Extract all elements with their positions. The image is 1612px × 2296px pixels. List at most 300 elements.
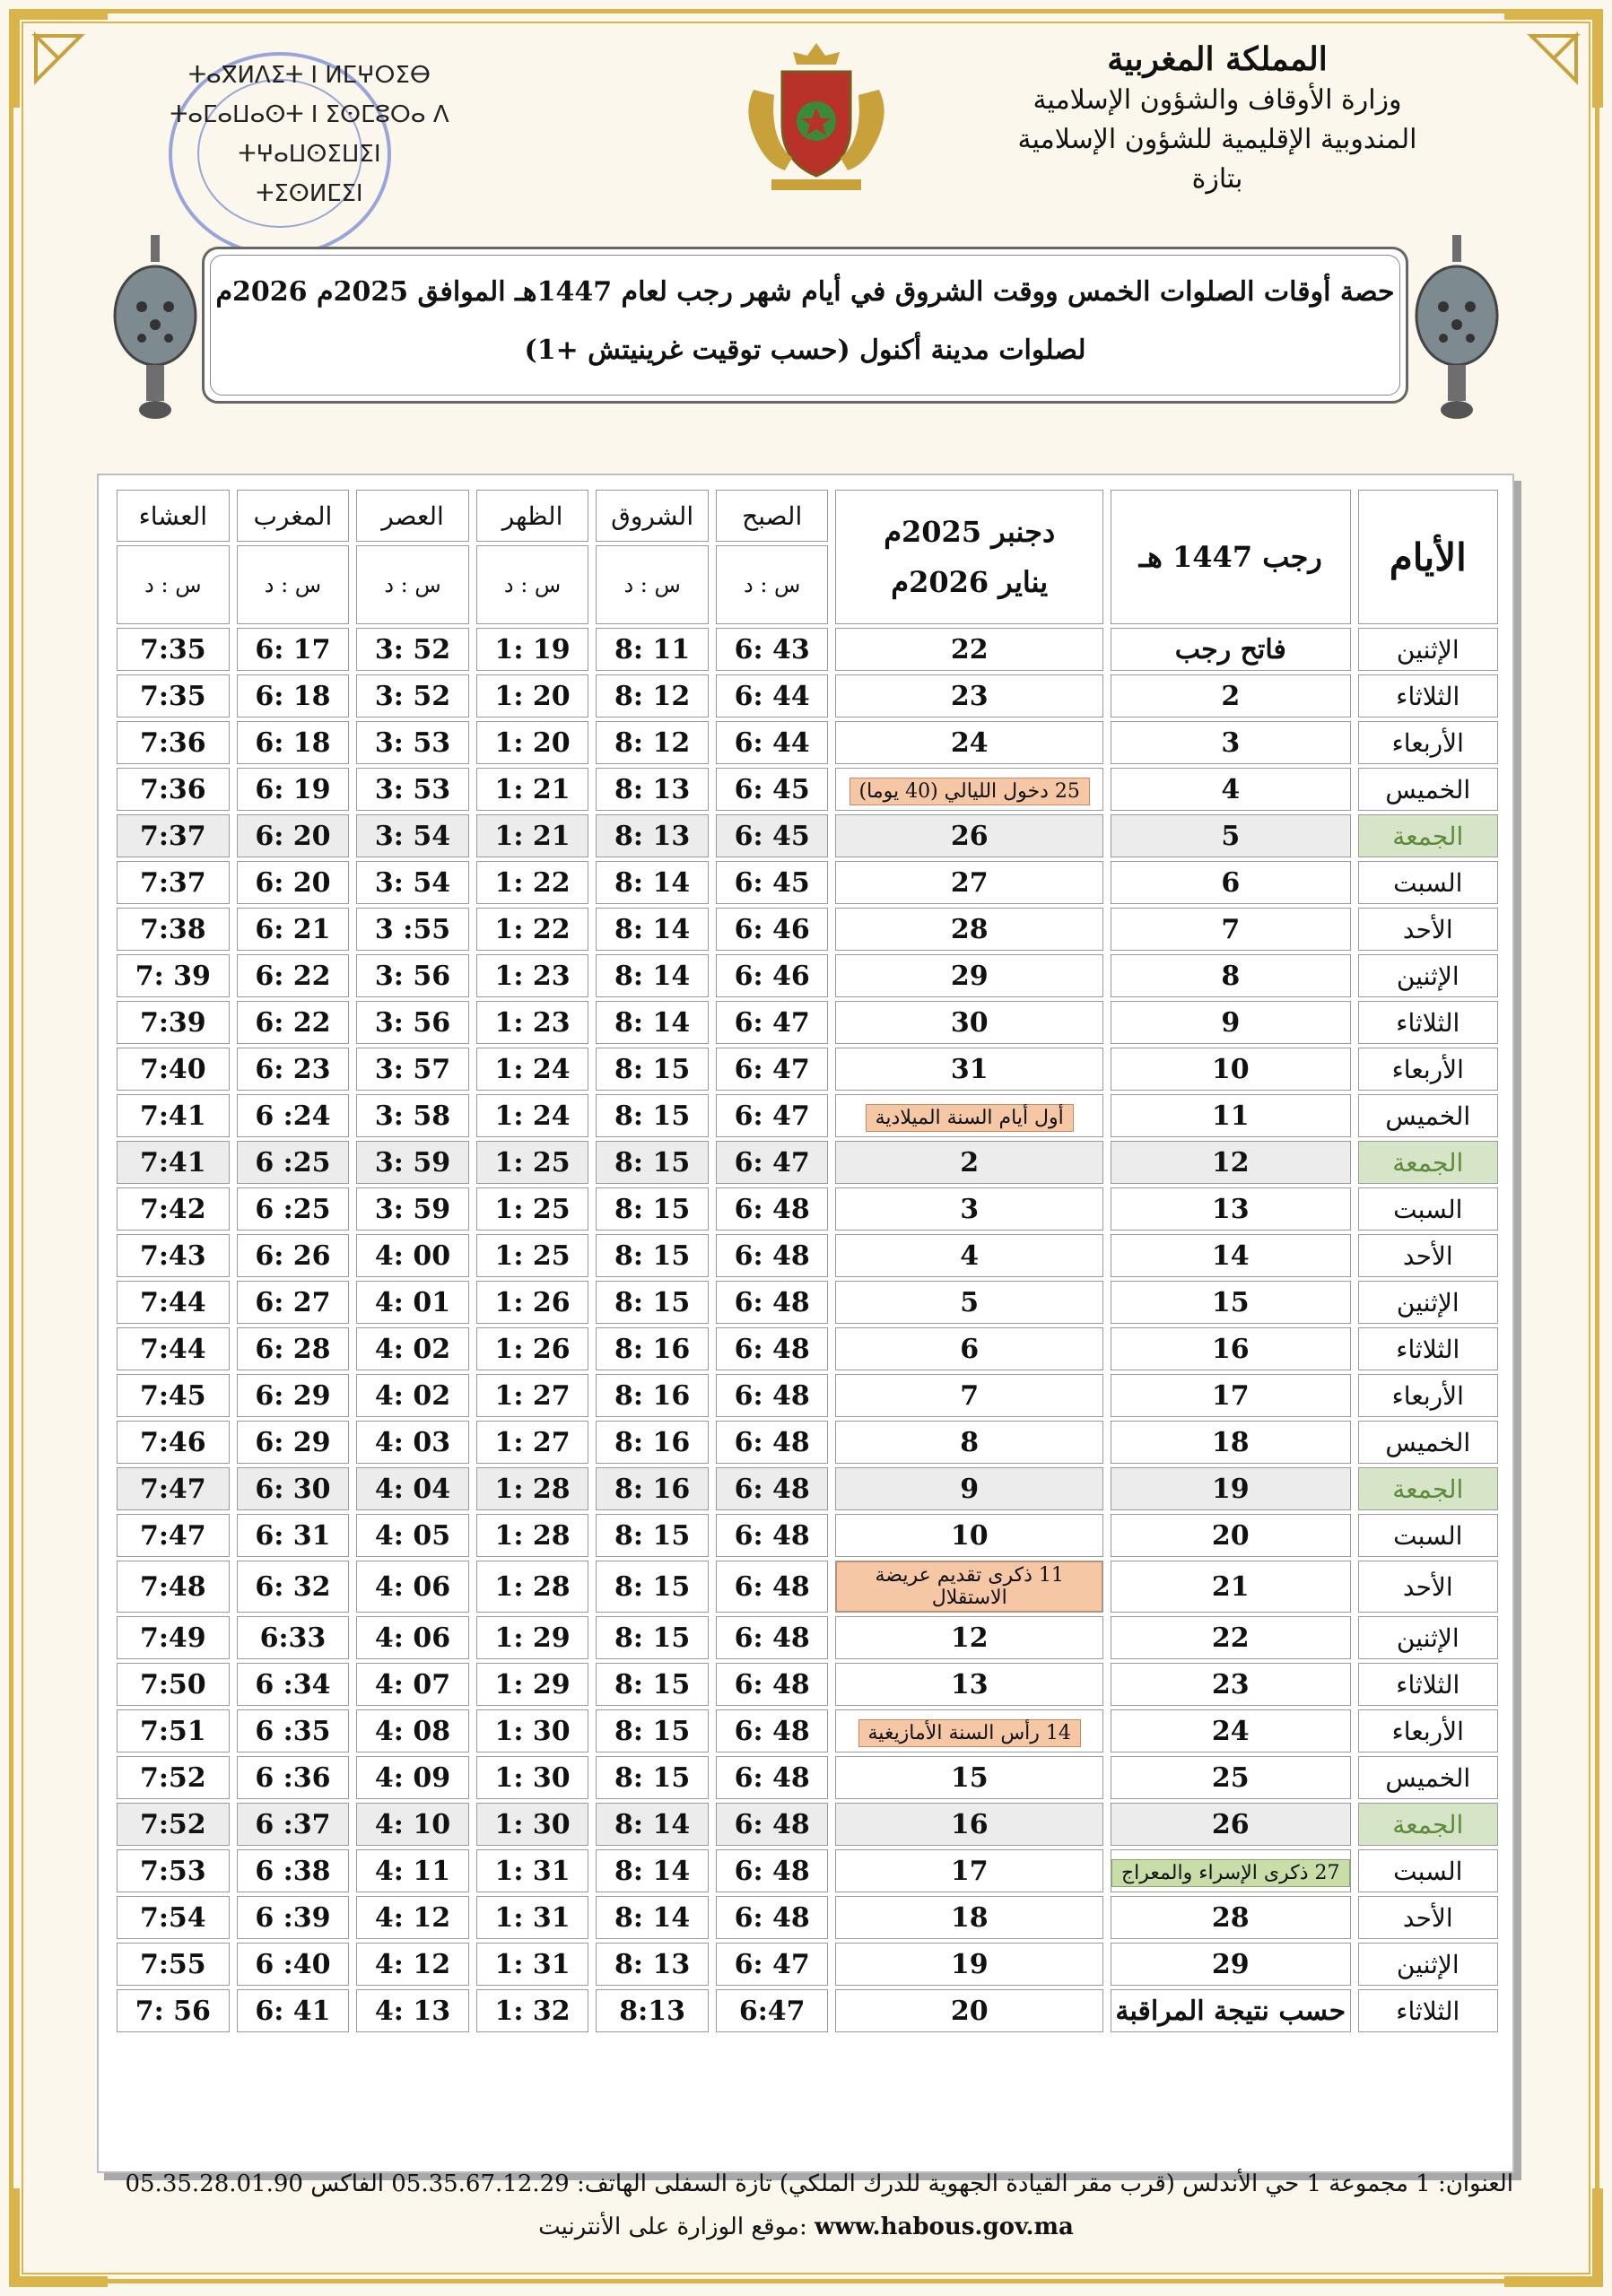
shuruq-time-cell: 8: 14: [596, 1803, 709, 1846]
header-fajr: الصبح: [716, 490, 829, 542]
maghrib-time-cell: 6: 29: [237, 1374, 350, 1417]
header-unit: س : د: [356, 545, 469, 624]
occasion-note: 14 رأس السنة الأمازيغية: [858, 1719, 1081, 1747]
hijri-date-cell: 13: [1111, 1187, 1351, 1231]
shuruq-time-cell: 8: 15: [596, 1561, 709, 1613]
asr-time-cell: 3: 52: [356, 628, 469, 671]
asr-time-cell: 4: 01: [356, 1281, 469, 1324]
gregorian-date-cell: 3: [835, 1187, 1102, 1231]
gregorian-date-cell: 10: [835, 1514, 1102, 1557]
occasion-note: 25 دخول الليالي (40 يوما): [850, 778, 1090, 805]
maghrib-time-cell: 6: 21: [237, 908, 350, 951]
isha-time-cell: 7:54: [117, 1896, 230, 1939]
maghrib-time-cell: 6 :38: [237, 1849, 350, 1892]
fajr-time-cell: 6: 44: [716, 674, 829, 718]
day-cell: الأربعاء: [1358, 721, 1498, 764]
day-cell: الثلاثاء: [1358, 1989, 1498, 2032]
maghrib-time-cell: 6 :40: [237, 1943, 350, 1986]
hijri-date-cell: 8: [1111, 954, 1351, 997]
asr-time-cell: 4: 05: [356, 1514, 469, 1557]
header-dhuhr: الظهر: [476, 490, 589, 542]
dhuhr-time-cell: 1: 32: [476, 1989, 589, 2032]
isha-time-cell: 7:37: [117, 861, 230, 904]
fajr-time-cell: 6: 47: [716, 1141, 829, 1184]
day-cell: الخميس: [1358, 768, 1498, 811]
dhuhr-time-cell: 1: 23: [476, 1001, 589, 1044]
dhuhr-time-cell: 1: 29: [476, 1663, 589, 1706]
page-subtitle: لصلوات مدينة أكنول (حسب توقيت غرينيتش +1): [524, 335, 1086, 366]
fajr-time-cell: 6: 45: [716, 861, 829, 904]
isha-time-cell: 7:50: [117, 1663, 230, 1706]
asr-time-cell: 4: 03: [356, 1421, 469, 1464]
prayer-times-table: [109, 486, 1505, 2036]
day-cell: الثلاثاء: [1358, 1663, 1498, 1706]
dhuhr-time-cell: 1: 27: [476, 1374, 589, 1417]
maghrib-time-cell: 6 :25: [237, 1141, 350, 1184]
hijri-date-cell: 16: [1111, 1327, 1351, 1370]
isha-time-cell: 7: 56: [117, 1989, 230, 2032]
asr-time-cell: 4: 07: [356, 1663, 469, 1706]
table-row: [117, 1989, 1498, 2032]
table-row: [117, 1374, 1498, 1417]
header-asr: العصر: [356, 490, 469, 542]
dhuhr-time-cell: 1: 20: [476, 674, 589, 718]
isha-time-cell: 7:43: [117, 1234, 230, 1277]
hijri-date-cell: 9: [1111, 1001, 1351, 1044]
fajr-time-cell: 6: 48: [716, 1374, 829, 1417]
dhuhr-time-cell: 1: 26: [476, 1327, 589, 1370]
gregorian-date-cell: [835, 1561, 1102, 1613]
fajr-time-cell: 6: 43: [716, 628, 829, 671]
hijri-date-cell: 24: [1111, 1709, 1351, 1752]
dhuhr-time-cell: 1: 25: [476, 1141, 589, 1184]
isha-time-cell: 7:42: [117, 1187, 230, 1231]
header-maghrib: المغرب: [237, 490, 350, 542]
table-row: [117, 1187, 1498, 1231]
fajr-time-cell: 6: 48: [716, 1663, 829, 1706]
dhuhr-time-cell: 1: 22: [476, 861, 589, 904]
day-cell: السبت: [1358, 861, 1498, 904]
asr-time-cell: 3: 52: [356, 674, 469, 718]
isha-time-cell: 7:44: [117, 1281, 230, 1324]
corner-ornament-icon: [9, 9, 108, 108]
gregorian-date-cell: 23: [835, 674, 1102, 718]
day-cell: السبت: [1358, 1187, 1498, 1231]
day-cell: الثلاثاء: [1358, 1001, 1498, 1044]
fajr-time-cell: 6: 48: [716, 1616, 829, 1659]
asr-time-cell: 3: 58: [356, 1094, 469, 1137]
asr-time-cell: 3: 53: [356, 721, 469, 764]
header-tifinagh: ⵜⴰⴳⵍⴷⵉⵜ ⵏ ⵍⵎⵖⵔⵉⴱ ⵜⴰⵎⴰⵡⴰⵙⵜ ⵏ ⵉⵙⵎⵓⵔⴰ ⴷ ⵜⵖⴰⵡⵙⵉⵡⵉⵏ ⵜⵉⵙⵍⵎⵉⵏ: [170, 62, 449, 207]
asr-time-cell: 4: 02: [356, 1327, 469, 1370]
dhuhr-time-cell: 1: 24: [476, 1048, 589, 1091]
header-unit: س : د: [596, 545, 709, 624]
dhuhr-time-cell: 1: 24: [476, 1094, 589, 1137]
asr-time-cell: 3: 53: [356, 768, 469, 811]
header-unit: س : د: [476, 545, 589, 624]
gregorian-date-cell: 7: [835, 1374, 1102, 1417]
day-cell: الثلاثاء: [1358, 1327, 1498, 1370]
gregorian-date-cell: 22: [835, 628, 1102, 671]
dhuhr-time-cell: 1: 28: [476, 1561, 589, 1613]
hijri-date-cell: فاتح رجب: [1111, 628, 1351, 671]
shuruq-time-cell: 8: 13: [596, 1943, 709, 1986]
dhuhr-time-cell: 1: 31: [476, 1849, 589, 1892]
table-row: [117, 628, 1498, 671]
hijri-date-cell: 20: [1111, 1514, 1351, 1557]
maghrib-time-cell: 6: 27: [237, 1281, 350, 1324]
shuruq-time-cell: 8: 15: [596, 1141, 709, 1184]
hijri-date-cell: 2: [1111, 674, 1351, 718]
shuruq-time-cell: 8: 16: [596, 1327, 709, 1370]
fajr-time-cell: 6: 48: [716, 1467, 829, 1510]
table-row: [117, 1663, 1498, 1706]
hijri-date-cell: 12: [1111, 1141, 1351, 1184]
day-cell: الأربعاء: [1358, 1374, 1498, 1417]
hijri-date-cell: 6: [1111, 861, 1351, 904]
shuruq-time-cell: 8: 14: [596, 1896, 709, 1939]
asr-time-cell: 4: 11: [356, 1849, 469, 1892]
shuruq-time-cell: 8: 14: [596, 1849, 709, 1892]
maghrib-time-cell: 6: 32: [237, 1561, 350, 1613]
fajr-time-cell: 6: 48: [716, 1896, 829, 1939]
fajr-time-cell: 6: 47: [716, 1001, 829, 1044]
occasion-note: 27 ذكرى الإسراء والمعراج: [1111, 1859, 1350, 1887]
isha-time-cell: 7:37: [117, 814, 230, 857]
table-row: [117, 1756, 1498, 1799]
website-label: موقع الوزارة على الأنترنيت:: [538, 2213, 807, 2240]
maghrib-time-cell: 6: 22: [237, 954, 350, 997]
table-row: [117, 1281, 1498, 1324]
table-row: [117, 1094, 1498, 1137]
fajr-time-cell: 6:47: [716, 1989, 829, 2032]
shuruq-time-cell: 8: 15: [596, 1616, 709, 1659]
fajr-time-cell: 6: 48: [716, 1187, 829, 1231]
header-unit: س : د: [117, 545, 230, 624]
hijri-date-cell: 15: [1111, 1281, 1351, 1324]
isha-time-cell: 7:47: [117, 1514, 230, 1557]
hijri-date-cell: حسب نتيجة المراقبة: [1111, 1989, 1351, 2032]
shuruq-time-cell: 8: 15: [596, 1514, 709, 1557]
maghrib-time-cell: 6: 41: [237, 1989, 350, 2032]
hijri-date-cell: 19: [1111, 1467, 1351, 1510]
dhuhr-time-cell: 1: 19: [476, 628, 589, 671]
gregorian-date-cell: 28: [835, 908, 1102, 951]
isha-time-cell: 7:36: [117, 768, 230, 811]
fajr-time-cell: 6: 47: [716, 1048, 829, 1091]
prayer-times-table-container: [97, 474, 1514, 2173]
dhuhr-time-cell: 1: 31: [476, 1943, 589, 1986]
day-cell: الأحد: [1358, 1896, 1498, 1939]
table-row: [117, 1896, 1498, 1939]
gregorian-date-cell: 17: [835, 1849, 1102, 1892]
shuruq-time-cell: 8: 16: [596, 1374, 709, 1417]
fajr-time-cell: 6: 44: [716, 721, 829, 764]
gregorian-date-cell: 27: [835, 861, 1102, 904]
isha-time-cell: 7:35: [117, 674, 230, 718]
dhuhr-time-cell: 1: 22: [476, 908, 589, 951]
fajr-time-cell: 6: 48: [716, 1756, 829, 1799]
shuruq-time-cell: 8: 15: [596, 1756, 709, 1799]
dhuhr-time-cell: 1: 28: [476, 1514, 589, 1557]
page-title: حصة أوقات الصلوات الخمس ووقت الشروق في أيام شهر رجب لعام 1447هـ الموافق 2025م 2026م: [215, 276, 1395, 308]
isha-time-cell: 7:41: [117, 1141, 230, 1184]
maghrib-time-cell: 6: 18: [237, 721, 350, 764]
asr-time-cell: 3: 56: [356, 1001, 469, 1044]
maghrib-time-cell: 6: 30: [237, 1467, 350, 1510]
hijri-date-cell: 28: [1111, 1896, 1351, 1939]
gregorian-date-cell: [835, 1094, 1102, 1137]
isha-time-cell: 7:53: [117, 1849, 230, 1892]
asr-time-cell: 4: 04: [356, 1467, 469, 1510]
shuruq-time-cell: 8: 14: [596, 954, 709, 997]
dhuhr-time-cell: 1: 30: [476, 1756, 589, 1799]
ministry-name: وزارة الأوقاف والشؤون الإسلامية: [1033, 84, 1402, 116]
maghrib-time-cell: 6:33: [237, 1616, 350, 1659]
maghrib-time-cell: 6: 18: [237, 674, 350, 718]
gregorian-date-cell: 20: [835, 1989, 1102, 2032]
table-row: [117, 1001, 1498, 1044]
shuruq-time-cell: 8: 13: [596, 768, 709, 811]
day-cell: الخميس: [1358, 1094, 1498, 1137]
asr-time-cell: 4: 02: [356, 1374, 469, 1417]
asr-time-cell: 3: 54: [356, 861, 469, 904]
fajr-time-cell: 6: 48: [716, 1803, 829, 1846]
asr-time-cell: 3: 54: [356, 814, 469, 857]
dhuhr-time-cell: 1: 26: [476, 1281, 589, 1324]
header-unit: س : د: [716, 545, 829, 624]
shuruq-time-cell: 8: 12: [596, 721, 709, 764]
maghrib-time-cell: 6 :35: [237, 1709, 350, 1752]
isha-time-cell: 7:48: [117, 1561, 230, 1613]
corner-ornament-icon: [1504, 9, 1603, 108]
day-cell: الخميس: [1358, 1421, 1498, 1464]
isha-time-cell: 7:49: [117, 1616, 230, 1659]
shuruq-time-cell: 8: 15: [596, 1094, 709, 1137]
table-row: [117, 1709, 1498, 1752]
table-row: [117, 1327, 1498, 1370]
hijri-date-cell: 26: [1111, 1803, 1351, 1846]
isha-time-cell: 7:52: [117, 1756, 230, 1799]
day-cell: الإثنين: [1358, 1616, 1498, 1659]
isha-time-cell: 7:38: [117, 908, 230, 951]
city-name: بتازة: [1191, 163, 1243, 195]
gregorian-date-cell: 30: [835, 1001, 1102, 1044]
shuruq-time-cell: 8: 13: [596, 814, 709, 857]
isha-time-cell: 7:55: [117, 1943, 230, 1986]
occasion-note: أول أيام السنة الميلادية: [866, 1104, 1074, 1132]
fajr-time-cell: 6: 45: [716, 814, 829, 857]
hijri-date-cell: 5: [1111, 814, 1351, 857]
day-cell: الأحد: [1358, 1561, 1498, 1613]
day-cell: الإثنين: [1358, 1943, 1498, 1986]
asr-time-cell: 4: 00: [356, 1234, 469, 1277]
fajr-time-cell: 6: 45: [716, 768, 829, 811]
website-link[interactable]: www.habous.gov.ma: [815, 2213, 1074, 2240]
title-box: [202, 247, 1408, 404]
isha-time-cell: 7:46: [117, 1421, 230, 1464]
dhuhr-time-cell: 1: 20: [476, 721, 589, 764]
isha-time-cell: 7:45: [117, 1374, 230, 1417]
shuruq-time-cell: 8:13: [596, 1989, 709, 2032]
coat-of-arms-icon: [727, 36, 906, 197]
gregorian-date-cell: 8: [835, 1421, 1102, 1464]
table-row: [117, 814, 1498, 857]
gregorian-date-cell: 26: [835, 814, 1102, 857]
asr-time-cell: 3 :55: [356, 908, 469, 951]
maghrib-time-cell: 6: 28: [237, 1327, 350, 1370]
maghrib-time-cell: 6 :25: [237, 1187, 350, 1231]
shuruq-time-cell: 8: 15: [596, 1663, 709, 1706]
isha-time-cell: 7: 39: [117, 954, 230, 997]
table-row: [117, 1141, 1498, 1184]
fajr-time-cell: 6: 48: [716, 1514, 829, 1557]
fajr-time-cell: 6: 46: [716, 954, 829, 997]
day-cell: الجمعة: [1358, 1141, 1498, 1184]
gregorian-date-cell: 4: [835, 1234, 1102, 1277]
hijri-date-cell: 10: [1111, 1048, 1351, 1091]
gregorian-date-cell: 16: [835, 1803, 1102, 1846]
day-cell: الجمعة: [1358, 1467, 1498, 1510]
maghrib-time-cell: 6: 19: [237, 768, 350, 811]
shuruq-time-cell: 8: 15: [596, 1187, 709, 1231]
header-unit: س : د: [237, 545, 350, 624]
day-cell: الثلاثاء: [1358, 674, 1498, 718]
day-cell: الخميس: [1358, 1756, 1498, 1799]
fajr-time-cell: 6: 48: [716, 1234, 829, 1277]
day-cell: الإثنين: [1358, 954, 1498, 997]
maghrib-time-cell: 6: 20: [237, 861, 350, 904]
shuruq-time-cell: 8: 11: [596, 628, 709, 671]
maghrib-time-cell: 6 :36: [237, 1756, 350, 1799]
shuruq-time-cell: 8: 15: [596, 1281, 709, 1324]
table-row: [117, 861, 1498, 904]
hijri-date-cell: 4: [1111, 768, 1351, 811]
hijri-date-cell: [1111, 1849, 1351, 1892]
shuruq-time-cell: 8: 14: [596, 1001, 709, 1044]
fajr-time-cell: 6: 48: [716, 1281, 829, 1324]
hijri-date-cell: 3: [1111, 721, 1351, 764]
gregorian-date-cell: 15: [835, 1756, 1102, 1799]
table-row: [117, 954, 1498, 997]
gregorian-date-cell: [835, 1709, 1102, 1752]
table-row: [117, 1421, 1498, 1464]
table-row: [117, 1616, 1498, 1659]
hijri-date-cell: 18: [1111, 1421, 1351, 1464]
gregorian-date-cell: 31: [835, 1048, 1102, 1091]
dhuhr-time-cell: 1: 27: [476, 1421, 589, 1464]
maghrib-time-cell: 6: 26: [237, 1234, 350, 1277]
maghrib-time-cell: 6: 31: [237, 1514, 350, 1557]
day-cell: السبت: [1358, 1849, 1498, 1892]
day-cell: الجمعة: [1358, 814, 1498, 857]
table-row: [117, 674, 1498, 718]
hijri-date-cell: 17: [1111, 1374, 1351, 1417]
asr-time-cell: 4: 06: [356, 1616, 469, 1659]
fajr-time-cell: 6: 47: [716, 1943, 829, 1986]
dhuhr-time-cell: 1: 25: [476, 1187, 589, 1231]
header-isha: العشاء: [117, 490, 230, 542]
gregorian-date-cell: 18: [835, 1896, 1102, 1939]
table-row: [117, 1234, 1498, 1277]
maghrib-time-cell: 6: 22: [237, 1001, 350, 1044]
shuruq-time-cell: 8: 14: [596, 861, 709, 904]
dhuhr-time-cell: 1: 30: [476, 1709, 589, 1752]
fajr-time-cell: 6: 48: [716, 1709, 829, 1752]
shuruq-time-cell: 8: 12: [596, 674, 709, 718]
fajr-time-cell: 6: 46: [716, 908, 829, 951]
gregorian-date-cell: 12: [835, 1616, 1102, 1659]
asr-time-cell: 4: 10: [356, 1803, 469, 1846]
maghrib-time-cell: 6: 17: [237, 628, 350, 671]
day-cell: الإثنين: [1358, 628, 1498, 671]
asr-time-cell: 3: 59: [356, 1187, 469, 1231]
table-body: [117, 628, 1498, 2032]
maghrib-time-cell: 6 :39: [237, 1896, 350, 1939]
isha-time-cell: 7:52: [117, 1803, 230, 1846]
gregorian-date-cell: 29: [835, 954, 1102, 997]
isha-time-cell: 7:51: [117, 1709, 230, 1752]
hijri-date-cell: 14: [1111, 1234, 1351, 1277]
shuruq-time-cell: 8: 16: [596, 1421, 709, 1464]
hijri-date-cell: 23: [1111, 1663, 1351, 1706]
delegation-name: المندوبية الإقليمية للشؤون الإسلامية: [1017, 124, 1417, 155]
day-cell: الأربعاء: [1358, 1048, 1498, 1091]
maghrib-time-cell: 6 :24: [237, 1094, 350, 1137]
gregorian-date-cell: 5: [835, 1281, 1102, 1324]
dhuhr-time-cell: 1: 31: [476, 1896, 589, 1939]
asr-time-cell: 3: 56: [356, 954, 469, 997]
fajr-time-cell: 6: 48: [716, 1421, 829, 1464]
isha-time-cell: 7:44: [117, 1327, 230, 1370]
shuruq-time-cell: 8: 15: [596, 1048, 709, 1091]
day-cell: الأربعاء: [1358, 1709, 1498, 1752]
gregorian-date-cell: [835, 768, 1102, 811]
lantern-icon: [1407, 235, 1506, 423]
hijri-date-cell: 7: [1111, 908, 1351, 951]
shuruq-time-cell: 8: 16: [596, 1467, 709, 1510]
header-shuruq: الشروق: [596, 490, 709, 542]
shuruq-time-cell: 8: 14: [596, 908, 709, 951]
table-row: [117, 908, 1498, 951]
day-cell: الإثنين: [1358, 1281, 1498, 1324]
maghrib-time-cell: 6: 23: [237, 1048, 350, 1091]
table-row: [117, 1943, 1498, 1986]
day-cell: السبت: [1358, 1514, 1498, 1557]
table-row: [117, 1514, 1498, 1557]
dhuhr-time-cell: 1: 29: [476, 1616, 589, 1659]
occasion-note: 11 ذكرى تقديم عريضة الاستقلال: [836, 1561, 1102, 1612]
footer-website: [0, 2213, 1612, 2240]
isha-time-cell: 7:39: [117, 1001, 230, 1044]
dhuhr-time-cell: 1: 23: [476, 954, 589, 997]
kingdom-name: المملكة المغربية: [1107, 40, 1328, 78]
day-cell: الأحد: [1358, 1234, 1498, 1277]
day-cell: الجمعة: [1358, 1803, 1498, 1846]
fajr-time-cell: 6: 48: [716, 1327, 829, 1370]
isha-time-cell: 7:40: [117, 1048, 230, 1091]
asr-time-cell: 4: 13: [356, 1989, 469, 2032]
dhuhr-time-cell: 1: 21: [476, 814, 589, 857]
dhuhr-time-cell: 1: 28: [476, 1467, 589, 1510]
hijri-date-cell: 29: [1111, 1943, 1351, 1986]
table-row: [117, 1849, 1498, 1892]
table-row: [117, 1048, 1498, 1091]
header-gregorian-months: دجنبر 2025م يناير 2026م: [835, 490, 1102, 624]
table-row: [117, 721, 1498, 764]
hijri-date-cell: 25: [1111, 1756, 1351, 1799]
header-days: الأيام: [1358, 490, 1498, 624]
